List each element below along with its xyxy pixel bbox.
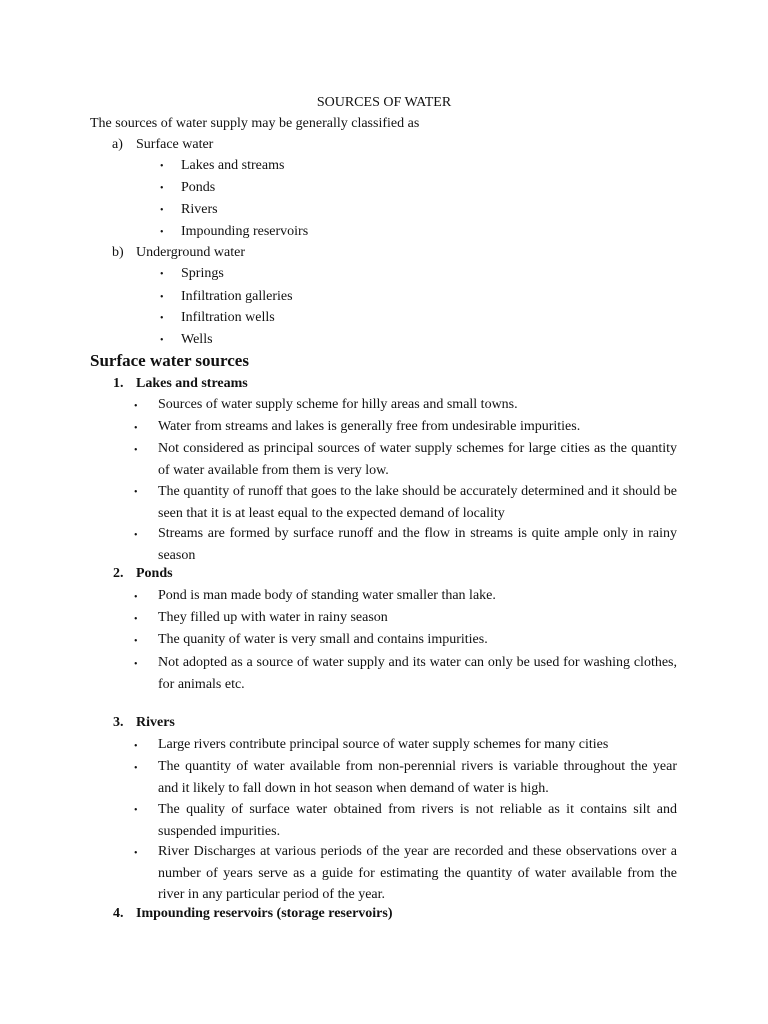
section-number: 4. — [113, 906, 124, 921]
bullet-icon: • — [134, 445, 138, 456]
bullet-icon: • — [160, 183, 164, 194]
bullet-icon: • — [134, 401, 138, 412]
bullet-icon: • — [160, 227, 164, 238]
bullet-point: The quantity of water available from non-perennial rivers is variable throughout the year and it likely to fall down in hot season when demand of water is high. — [158, 759, 677, 796]
section-heading-ponds: Ponds — [136, 566, 173, 581]
bullet-icon: • — [134, 636, 138, 647]
class-item: Wells — [181, 332, 213, 347]
bullet-icon: • — [134, 487, 138, 498]
bullet-point: Water from streams and lakes is generally free from undesirable impurities. — [158, 419, 581, 434]
bullet-point: Large rivers contribute principal source of water supply schemes for many cities — [158, 737, 609, 752]
class-item: Ponds — [181, 180, 216, 195]
bullet-point: Pond is man made body of standing water smaller than lake. — [158, 588, 496, 603]
bullet-icon: • — [134, 530, 138, 541]
bullet-icon: • — [134, 614, 138, 625]
bullet-icon: • — [134, 763, 138, 774]
section-number: 2. — [113, 566, 124, 581]
section-heading-lakes-and-streams: Lakes and streams — [136, 376, 248, 391]
class-label-underground-water: Underground water — [136, 245, 245, 260]
class-marker-b: b) — [112, 245, 124, 260]
bullet-point: Streams are formed by surface runoff and the flow in streams is quite ample only in rainy season — [158, 526, 677, 563]
section-number: 3. — [113, 715, 124, 730]
section-heading: Surface water sources — [90, 351, 249, 370]
class-item: Lakes and streams — [181, 158, 285, 173]
bullet-point: Not adopted as a source of water supply and its water can only be used for washing clothes, for animals etc. — [158, 655, 677, 692]
bullet-icon: • — [134, 659, 138, 670]
bullet-point: River Discharges at various periods of the year are recorded and these observations over a number of years serve as a guide for estimating the quantity of water available from the river in any particular period of the year. — [158, 844, 677, 902]
bullet-icon: • — [160, 161, 164, 172]
bullet-point: The quantity of runoff that goes to the lake should be accurately determined and it should be seen that it is at least equal to the expected demand of locality — [158, 484, 677, 521]
class-item: Springs — [181, 266, 224, 281]
bullet-icon: • — [134, 805, 138, 816]
bullet-point: Sources of water supply scheme for hilly areas and small towns. — [158, 397, 518, 412]
bullet-icon: • — [160, 335, 164, 346]
bullet-point: They filled up with water in rainy season — [158, 610, 388, 625]
bullet-icon: • — [160, 292, 164, 303]
bullet-icon: • — [160, 313, 164, 324]
bullet-icon: • — [134, 592, 138, 603]
class-item: Infiltration wells — [181, 310, 275, 325]
bullet-icon: • — [160, 205, 164, 216]
class-item: Impounding reservoirs — [181, 224, 309, 239]
page-title: SOURCES OF WATER — [316, 95, 452, 110]
section-number: 1. — [113, 376, 124, 391]
intro-text: The sources of water supply may be generally classified as — [90, 116, 420, 131]
class-item: Rivers — [181, 202, 218, 217]
bullet-point: The quality of surface water obtained from rivers is not reliable as it contains silt and suspended impurities. — [158, 802, 677, 839]
class-marker-a: a) — [112, 137, 123, 152]
section-heading-impounding-reservoirs: Impounding reservoirs (storage reservoirs) — [136, 906, 393, 921]
bullet-point: Not considered as principal sources of water supply schemes for large cities as the quantity of water available from them is very low. — [158, 441, 677, 478]
bullet-icon: • — [134, 848, 138, 859]
bullet-icon: • — [160, 269, 164, 280]
class-label-surface-water: Surface water — [136, 137, 214, 152]
bullet-icon: • — [134, 423, 138, 434]
bullet-point: The quanity of water is very small and contains impurities. — [158, 632, 488, 647]
bullet-icon: • — [134, 741, 138, 752]
class-item: Infiltration galleries — [181, 289, 293, 304]
section-heading-rivers: Rivers — [136, 715, 175, 730]
